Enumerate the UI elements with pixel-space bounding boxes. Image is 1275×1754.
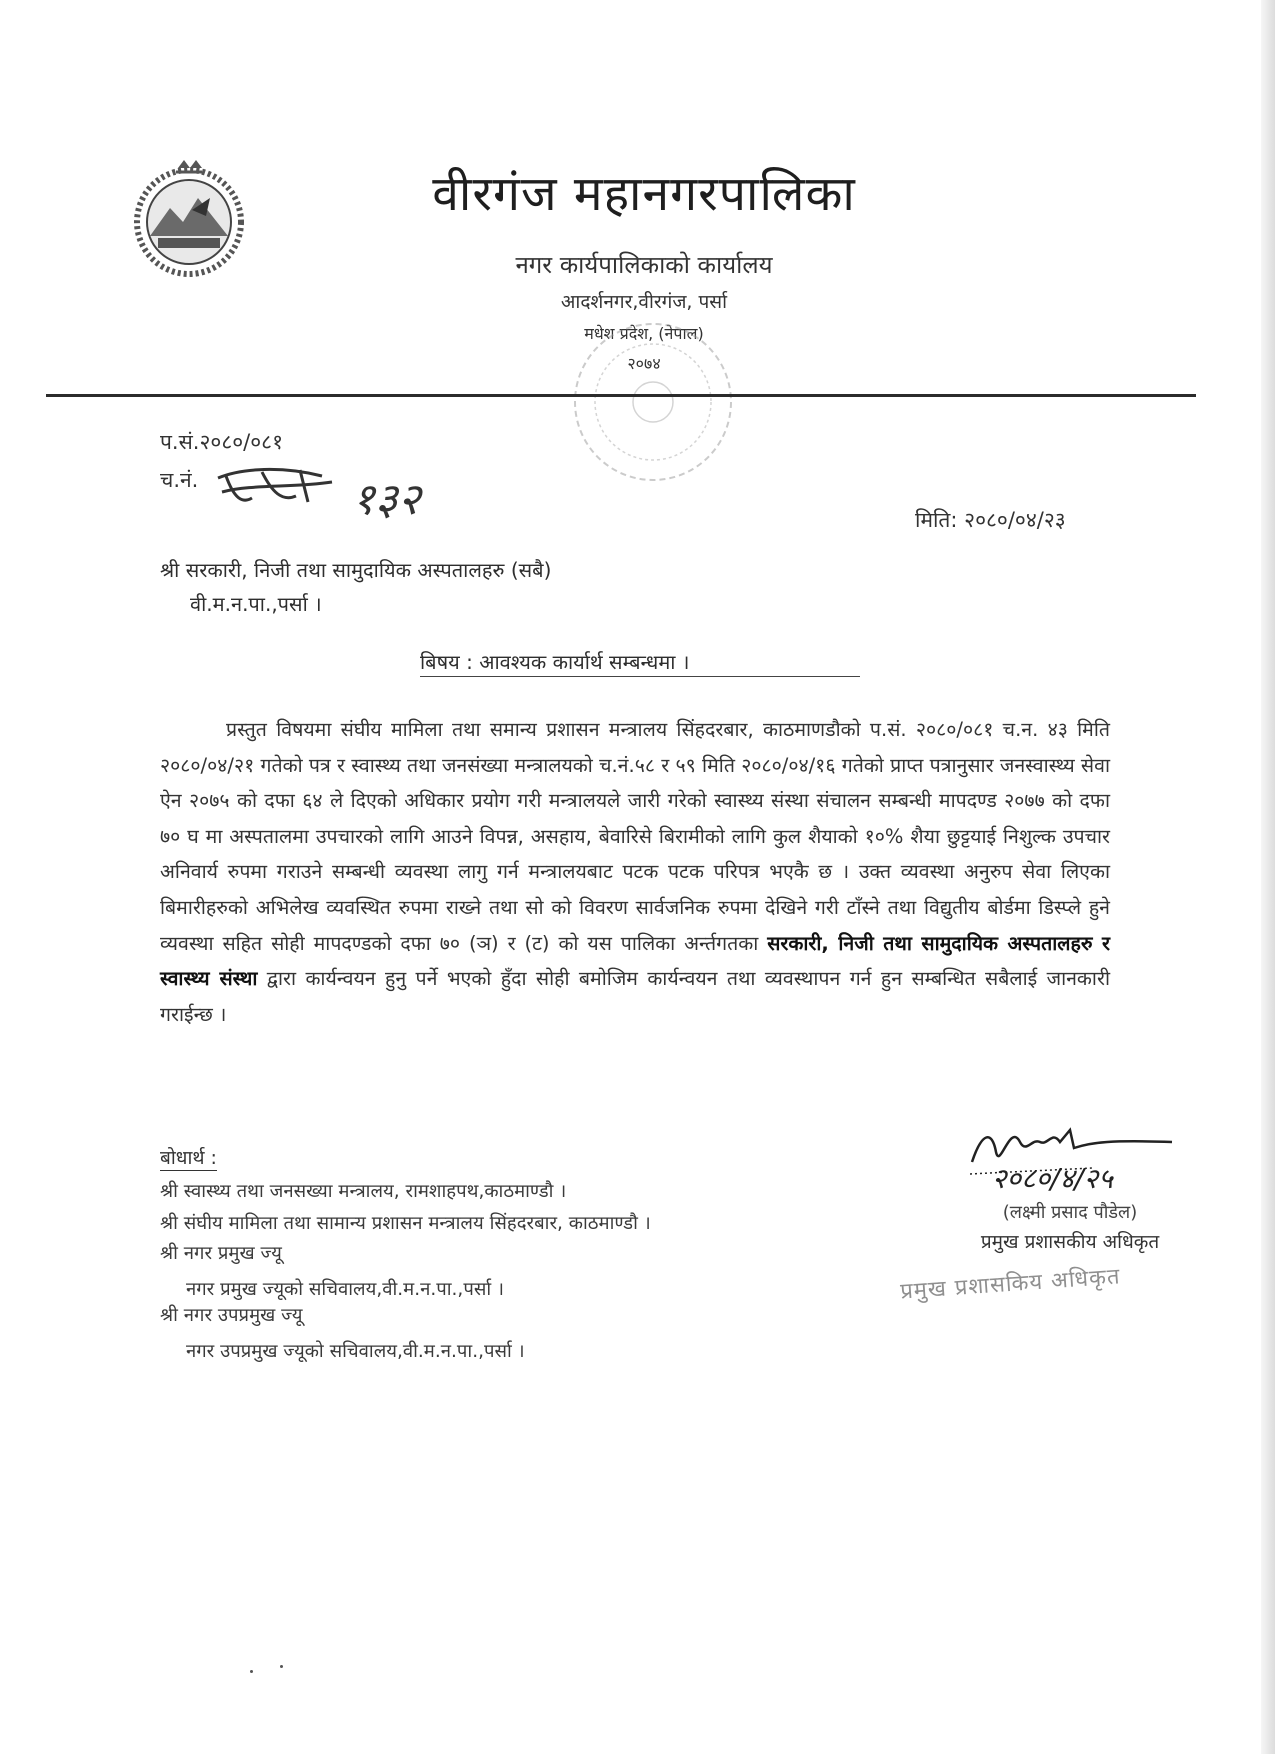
handwritten-chalani-number: [212, 458, 472, 538]
cc-item: नगर प्रमुख ज्यूको सचिवालय,वी.म.न.पा.,पर्सा ।: [186, 1279, 505, 1300]
establishment-year: २०७४: [627, 354, 661, 373]
signatory-name: (लक्ष्मी प्रसाद पौडेल): [1002, 1202, 1138, 1223]
body-text-part-2: द्वारा कार्यन्वयन हुनु पर्ने भएको हुँदा सोही बमोजिम कार्यन्वयन तथा व्यवस्थापन गर्न हुन सम्बन्धित सबैलाई जानकारी गराईन्छ ।: [160, 967, 1110, 1026]
cc-item: श्री स्वास्थ्य तथा जनसख्या मन्त्रालय, रामशाहपथ,काठमाण्डौ ।: [160, 1181, 567, 1202]
cc-item: श्री नगर प्रमुख ज्यू: [160, 1243, 282, 1264]
scan-speck: [280, 1665, 283, 1668]
cc-item: श्री संघीय मामिला तथा सामान्य प्रशासन मन्त्रालय सिंहदरबार, काठमाण्डौ ।: [160, 1213, 651, 1234]
chalani-number-text: १३२: [352, 474, 421, 525]
body-text-bold: सरकारी, निजी तथा सामुदायिक अस्पतालहरु र स्वास्थ्य संस्था: [160, 931, 1110, 991]
recipient-line-2: वी.म.न.पा.,पर्सा ।: [190, 592, 322, 616]
round-seal-icon: [568, 318, 738, 486]
letter-subject: बिषय : आवश्यक कार्यार्थ सम्बन्धमा ।: [420, 648, 860, 677]
office-province: मधेश प्रदेश, (नेपाल): [584, 324, 704, 343]
org-name: वीरगंज महानगरपालिका: [432, 166, 856, 222]
body-text-part-1: प्रस्तुत विषयमा संघीय मामिला तथा समान्य प्रशासन मन्त्रालय सिंहदरबार, काठमाणडौको प.सं. २०८०/०८१ च.न. ४३ मिति २०८०/०४/२१ गतेको पत्र र स्वास्थ्य तथा जनसंख्या मन्त्रालयको च.नं.५८ र ५९ मिति २०८०/०४/१६ गतेको प्राप्त पत्रानुसार जनस्वास्थ्य सेवा ऐन २०७५ को दफा ६४ ले दिएको अधिकार प्रयोग गरी मन्त्रालयले जारी गरेको स्वास्थ्य संस्था संचालन सम्बन्धी मापदण्ड २०७७ को दफा ७० घ मा अस्पतालमा उपचारको लागि आउने विपन्न, असहाय, बेवारिसे बिरामीको लागि कुल शैयाको १०% शैया छुट्टयाई निशुल्क उपचार अनिवार्य रुपमा गराउने सम्बन्धी व्यवस्था लागु गर्न मन्त्रालयबाट पटक पटक परिपत्र भएकै छ । उक्त व्यवस्था अनुरुप सेवा लिएका बिमारीहरुको अभिलेख व्यवस्थित रुपमा राख्ने तथा सो को विवरण सार्वजनिक रुपमा देखिने गरी टाँस्ने तथा विद्युतीय बोर्डमा डिस्प्ले हुने व्यवस्था सहित सोही मापदण्डको दफा ७० (ञ) र (ट) को यस पालिका अर्न्तगतका: [160, 718, 1110, 955]
letter-body: [160, 712, 1110, 1032]
cc-item: नगर उपप्रमुख ज्यूको सचिवालय,वी.म.न.पा.,पर्सा ।: [186, 1341, 525, 1362]
header-divider: [46, 394, 1196, 397]
signature-date-mark: [988, 1156, 1168, 1196]
recipient-line-1: श्री सरकारी, निजी तथा सामुदायिक अस्पतालहरु (सबै): [160, 558, 552, 582]
chalani-label: च.नं.: [160, 468, 199, 492]
cc-item: श्री नगर उपप्रमुख ज्यू: [160, 1305, 303, 1326]
letter-date: मिति: २०८०/०४/२३: [915, 508, 1066, 532]
signatory-title: प्रमुख प्रशासकीय अधिकृत: [980, 1231, 1160, 1253]
rubber-stamp-text: प्रमुख प्रशासकिय अधिकृत: [899, 1264, 1122, 1305]
office-name: नगर कार्यपालिकाको कार्यालय: [515, 251, 773, 279]
patra-sankhya: प.सं.२०८०/०८१: [160, 430, 283, 454]
signature-date-text: २०८०/४/२५: [992, 1162, 1113, 1195]
cc-heading: बोधार्थ :: [160, 1144, 217, 1171]
scan-edge-shadow: [1261, 0, 1275, 1754]
office-address: आदर्शनगर,वीरगंज, पर्सा: [560, 291, 728, 313]
nepal-emblem-icon: [128, 158, 250, 280]
scan-speck: [250, 1670, 253, 1673]
